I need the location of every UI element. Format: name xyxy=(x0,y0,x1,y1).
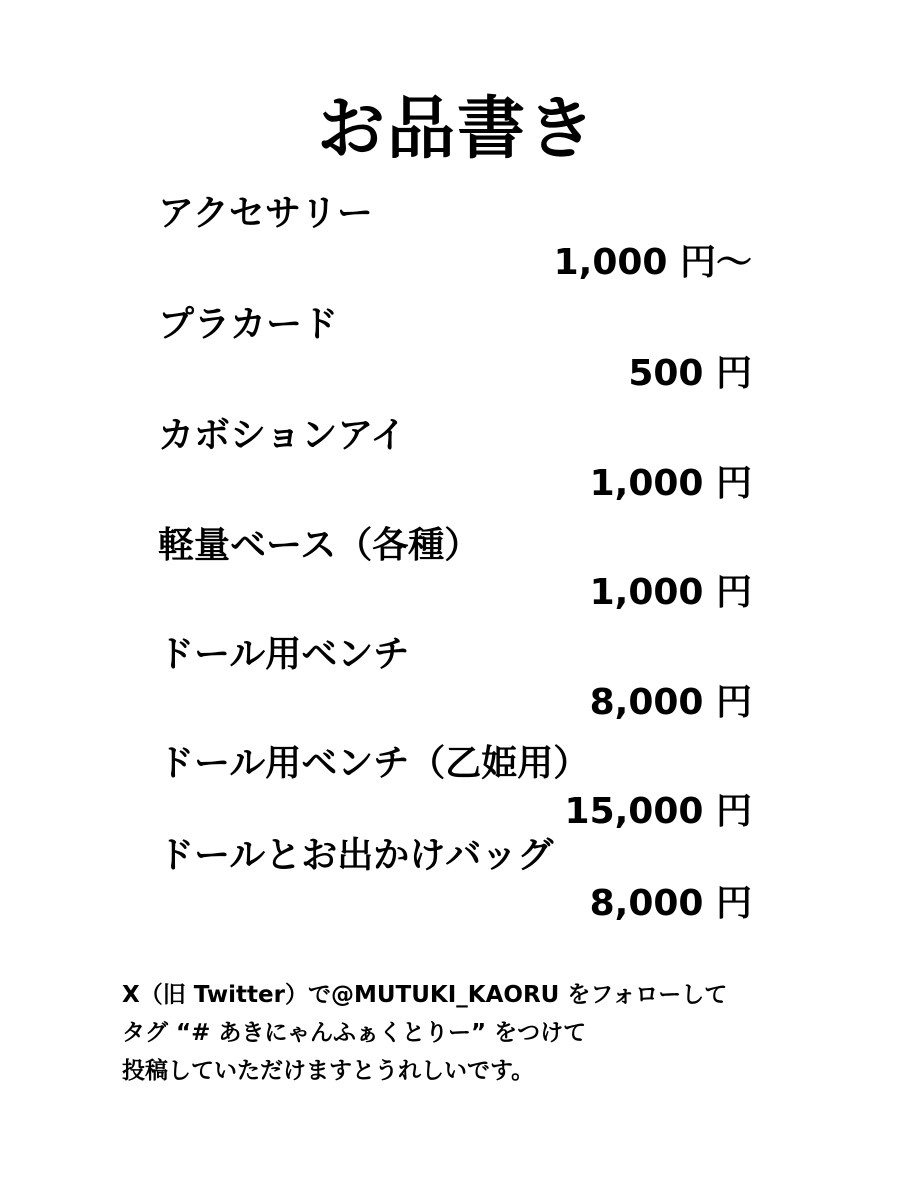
follow-note xyxy=(122,976,727,1090)
item-name-doll-bench-otohime: ドール用ベンチ（乙姫用） xyxy=(158,743,590,784)
item-name-doll-outing-bag: ドールとお出かけバッグ xyxy=(158,835,554,876)
item-price-placard: 500 円 xyxy=(628,353,752,394)
item-name-cabochon-eye: カボションアイ xyxy=(158,415,407,456)
follow-note-line-3: 投稿していただけますとうれしいです。 xyxy=(122,1058,535,1084)
item-price-doll-outing-bag: 8,000 円 xyxy=(589,883,752,924)
item-price-cabochon-eye: 1,000 円 xyxy=(589,463,752,504)
item-name-placard: プラカード xyxy=(158,304,339,345)
item-price-doll-bench: 8,000 円 xyxy=(589,682,752,723)
item-price-light-base: 1,000 円 xyxy=(589,572,752,613)
item-name-light-base: 軽量ベース（各種） xyxy=(158,525,481,566)
follow-note-line-1: X（旧 Twitter）で@MUTUKI_KAORU をフォローして xyxy=(122,982,728,1008)
follow-note-line-2: タグ “# あきにゃんふぁくとりー” をつけて xyxy=(122,1020,587,1046)
item-name-accessory: アクセサリー xyxy=(158,193,373,234)
item-price-doll-bench-otohime: 15,000 円 xyxy=(564,791,752,832)
item-name-doll-bench: ドール用ベンチ xyxy=(158,634,410,675)
item-price-accessory: 1,000 円～ xyxy=(553,242,752,283)
page-title: お品書き xyxy=(316,90,597,169)
